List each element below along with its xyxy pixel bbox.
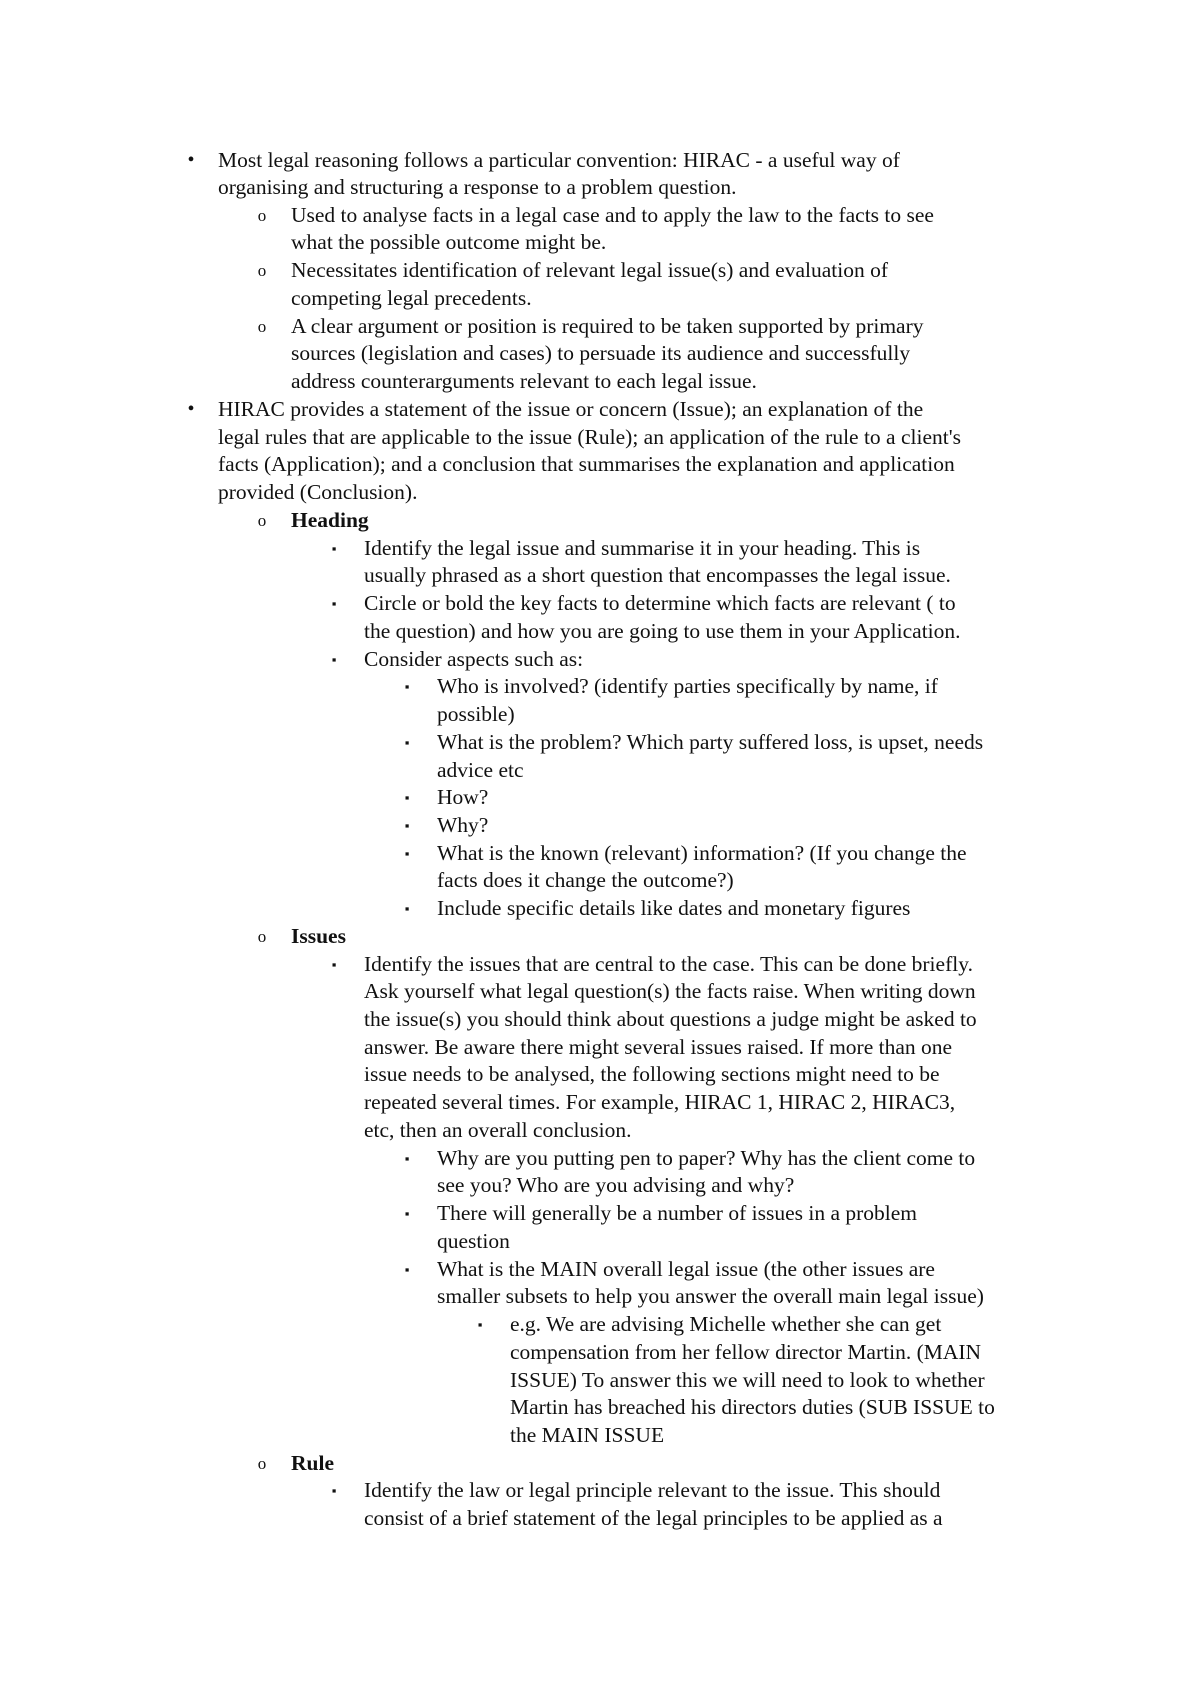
text-line: How? <box>437 785 489 809</box>
bullet-square: ▪ <box>404 846 410 861</box>
text-line: Why? <box>437 813 489 837</box>
section-heading-rule: Rule <box>291 1451 334 1475</box>
bullet-square: ▪ <box>404 1262 410 1277</box>
text-line: see you? Who are you advising and why? <box>437 1173 795 1197</box>
text-line: Circle or bold the key facts to determine which facts are relevant ( to <box>364 591 956 615</box>
text-line: address counterarguments relevant to each legal issue. <box>291 369 757 393</box>
text-line: what the possible outcome might be. <box>291 230 607 254</box>
bullet-disc: • <box>187 149 195 171</box>
text-line: ISSUE) To answer this we will need to look to whether <box>510 1368 985 1392</box>
text-line: sources (legislation and cases) to persuade its audience and successfully <box>291 341 911 365</box>
bullet-circle: o <box>257 511 267 530</box>
section-heading-heading: Heading <box>291 508 369 532</box>
bullet-square: ▪ <box>404 1151 410 1166</box>
text-line: question <box>437 1229 510 1253</box>
text-line: repeated several times. For example, HIRAC 1, HIRAC 2, HIRAC3, <box>364 1090 956 1114</box>
text-line: answer. Be aware there might several issues raised. If more than one <box>364 1035 953 1059</box>
bullet-square: ▪ <box>404 790 410 805</box>
bullet-circle: o <box>257 1454 267 1473</box>
bullet-square: ▪ <box>331 596 337 611</box>
text-line: etc, then an overall conclusion. <box>364 1118 632 1142</box>
bullet-square: ▪ <box>331 652 337 667</box>
text-line: compensation from her fellow director Martin. (MAIN <box>510 1340 982 1364</box>
text-line: facts does it change the outcome?) <box>437 868 734 892</box>
bullet-square: ▪ <box>404 901 410 916</box>
text-line: the MAIN ISSUE <box>510 1423 665 1447</box>
text-line: facts (Application); and a conclusion that summarises the explanation and application <box>218 452 955 476</box>
text-line: the issue(s) you should think about questions a judge might be asked to <box>364 1007 977 1031</box>
section-heading-issues: Issues <box>291 924 346 948</box>
text-line: Include specific details like dates and monetary figures <box>437 896 911 920</box>
text-line: e.g. We are advising Michelle whether she can get <box>510 1312 942 1336</box>
text-line: Who is involved? (identify parties specifically by name, if <box>437 674 938 698</box>
text-line: usually phrased as a short question that encompasses the legal issue. <box>364 563 951 587</box>
bullet-square: ▪ <box>404 818 410 833</box>
text-line: HIRAC provides a statement of the issue or concern (Issue); an explanation of the <box>218 397 924 421</box>
bullet-circle: o <box>257 206 267 225</box>
text-line: What is the problem? Which party suffered loss, is upset, needs <box>437 730 984 754</box>
text-line: A clear argument or position is required to be taken supported by primary <box>291 314 924 338</box>
text-line: consist of a brief statement of the legal principles to be applied as a <box>364 1506 943 1530</box>
text-line: What is the MAIN overall legal issue (the other issues are <box>437 1257 935 1281</box>
text-line: There will generally be a number of issues in a problem <box>437 1201 918 1225</box>
bullet-square: ▪ <box>331 1483 337 1498</box>
text-line: What is the known (relevant) information? (If you change the <box>437 841 967 865</box>
bullet-square: ▪ <box>404 679 410 694</box>
bullet-circle: o <box>257 261 267 280</box>
bullet-square: ▪ <box>331 541 337 556</box>
bullet-disc: • <box>187 398 195 420</box>
bullet-circle: o <box>257 317 267 336</box>
text-line: Used to analyse facts in a legal case and to apply the law to the facts to see <box>291 203 934 227</box>
bullet-square: ▪ <box>404 735 410 750</box>
bullet-square: ▪ <box>477 1317 483 1332</box>
text-line: Consider aspects such as: <box>364 647 584 671</box>
text-line: Why are you putting pen to paper? Why has the client come to <box>437 1146 976 1170</box>
text-line: possible) <box>437 702 515 726</box>
text-line: Necessitates identification of relevant legal issue(s) and evaluation of <box>291 258 889 282</box>
text-line: the question) and how you are going to use them in your Application. <box>364 619 961 643</box>
text-line: Identify the legal issue and summarise it in your heading. This is <box>364 536 921 560</box>
text-line: provided (Conclusion). <box>218 480 418 504</box>
text-line: competing legal precedents. <box>291 286 532 310</box>
text-line: organising and structuring a response to a problem question. <box>218 175 737 199</box>
text-line: Martin has breached his directors duties (SUB ISSUE to <box>510 1395 995 1419</box>
text-line: Ask yourself what legal question(s) the facts raise. When writing down <box>364 979 976 1003</box>
text-line: issue needs to be analysed, the following sections might need to be <box>364 1062 940 1086</box>
text-line: legal rules that are applicable to the issue (Rule); an application of the rule to a client's <box>218 425 961 449</box>
text-line: Identify the issues that are central to the case. This can be done briefly. <box>364 952 973 976</box>
text-line: Most legal reasoning follows a particular convention: HIRAC - a useful way of <box>218 148 900 172</box>
text-line: smaller subsets to help you answer the overall main legal issue) <box>437 1284 984 1308</box>
bullet-square: ▪ <box>404 1206 410 1221</box>
bullet-circle: o <box>257 927 267 946</box>
text-line: Identify the law or legal principle relevant to the issue. This should <box>364 1478 941 1502</box>
text-line: advice etc <box>437 758 524 782</box>
bullet-square: ▪ <box>331 957 337 972</box>
